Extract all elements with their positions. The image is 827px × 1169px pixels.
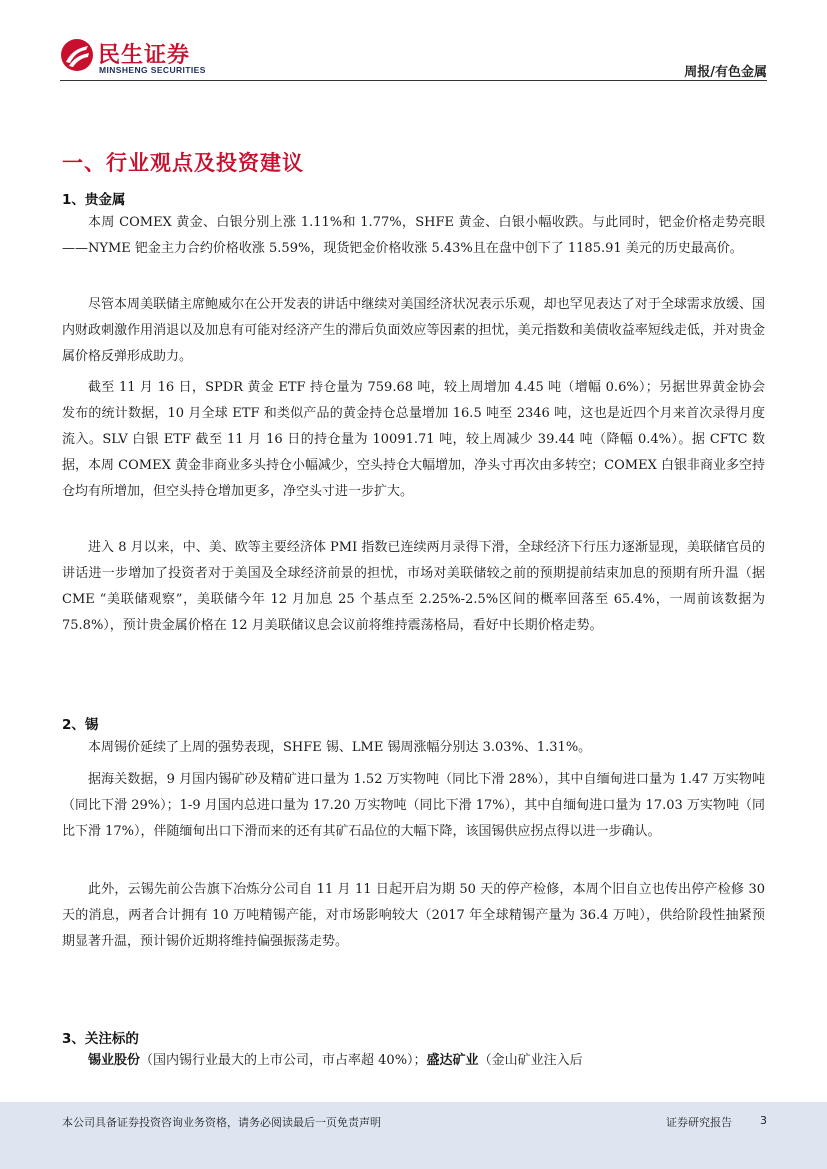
logo-emblem-icon (60, 38, 94, 72)
header-divider (60, 80, 767, 81)
paragraph-precious-2: 尽管本周美联储主席鲍威尔在公开发表的讲话中继续对美国经济状况表示乐观，却也罕见表达了对于全球需求放缓、国内财政刺激作用消退以及加息有可能对经济产生的滞后负面效应等因素的担忧，美元指数和美债收益率短线走低，并对贵金属价格反弹形成助力。 (62, 297, 765, 364)
page-header (0, 0, 827, 85)
stock-description: （金山矿业注入后 (478, 1053, 583, 1068)
footer-disclaimer: 本公司具备证券投资咨询业务资格，请务必阅读最后一页免责声明 (62, 1116, 381, 1129)
paragraph-precious-3: 截至 11 月 16 日，SPDR 黄金 ETF 持仓量为 759.68 吨，较上周增加 4.45 吨（增幅 0.6%）；另据世界黄金协会发布的统计数据，10 月全球 ETF 和类似产品的黄金持仓总量增加 16.5 吨至 2346 吨，这也是近四个月来首次录得月度流入。SLV 白银 ETF 截至 11 月 16 日的持仓量为 10091.71 吨，较上周减少 39.44 吨（降幅 0.4%）。据 CFTC 数据，本周 COMEX 黄金非商业多头持仓小幅减少，空头持仓大幅增加，净头寸再次由多转空；COMEX 白银非商业多空持仓均有所增加，但空头持仓增加更多，净空头寸进一步扩大。 (62, 380, 765, 499)
paragraph-tin-3: 此外，云锡先前公告旗下冶炼分公司自 11 月 11 日起开启为期 50 天的停产检修，本周个旧自立也传出停产检修 30 天的消息，两者合计拥有 10 万吨精锡产能，对市场影响较大（2017 年全球精锡产量为 36.4 万吨），供给阶段性抽紧预期显著升温，预计锡价近期将维持偏强振荡走势。 (62, 882, 765, 949)
company-logo (60, 38, 210, 78)
subsection-title-precious-metals: 1、贵金属 (62, 192, 126, 208)
stock-description: （国内锡行业最大的上市公司，市占率超 40%）； (140, 1053, 427, 1068)
paragraph-stocks (62, 1048, 765, 1074)
section-title: 一、行业观点及投资建议 (62, 151, 304, 175)
paragraph-tin-2: 据海关数据，9 月国内锡矿砂及精矿进口量为 1.52 万实物吨（同比下滑 28%），其中自缅甸进口量为 1.47 万实物吨（同比下滑 29%）；1-9 月国内总进口量为 17.20 万实物吨（同比下滑 17%），其中自缅甸进口量为 17.03 万实物吨（同比下滑 17%），伴随缅甸出口下滑而来的还有其矿石品位的大幅下降，该国锡供应拐点得以进一步确认。 (62, 772, 765, 839)
footer-label: 证券研究报告 (666, 1116, 732, 1129)
stock-name: 锡业股份 (88, 1053, 141, 1068)
paragraph-precious-4: 进入 8 月以来，中、美、欧等主要经济体 PMI 指数已连续两月录得下滑，全球经济下行压力逐渐显现，美联储官员的讲话进一步增加了投资者对于美国及全球经济前景的担忧，市场对美联储较之前的预期提前结束加息的预期有所升温（据 CME “美联储观察”，美联储今年 12 月加息 25 个基点至 2.25%-2.5%区间的概率回落至 65.4%，一周前该数据为 75.8%），预计贵金属价格在 12 月美联储议息会议前将维持震荡格局，看好中长期价格走势。 (62, 540, 765, 633)
page-number: 3 (760, 1114, 767, 1127)
subsection-title-stocks: 3、关注标的 (62, 1031, 139, 1047)
page-footer (0, 1102, 827, 1169)
subsection-title-tin: 2、锡 (62, 717, 99, 733)
logo-chinese-name: 民生证券 (98, 43, 191, 68)
report-type: 周报/有色金属 (684, 65, 767, 80)
paragraph-precious-1: 本周 COMEX 黄金、白银分别上涨 1.11%和 1.77%，SHFE 黄金、白银小幅收跌。与此同时，钯金价格走势亮眼——NYME 钯金主力合约价格收涨 5.59%，现货钯金价格收涨 5.43%且在盘中创下了 1185.91 美元的历史最高价。 (62, 215, 765, 256)
paragraph-tin-1: 本周锡价延续了上周的强势表现，SHFE 锡、LME 锡周涨幅分别达 3.03%、1.31%。 (88, 740, 592, 755)
stock-name: 盛达矿业 (426, 1053, 479, 1068)
logo-english-name: MINSHENG SECURITIES (99, 65, 206, 75)
